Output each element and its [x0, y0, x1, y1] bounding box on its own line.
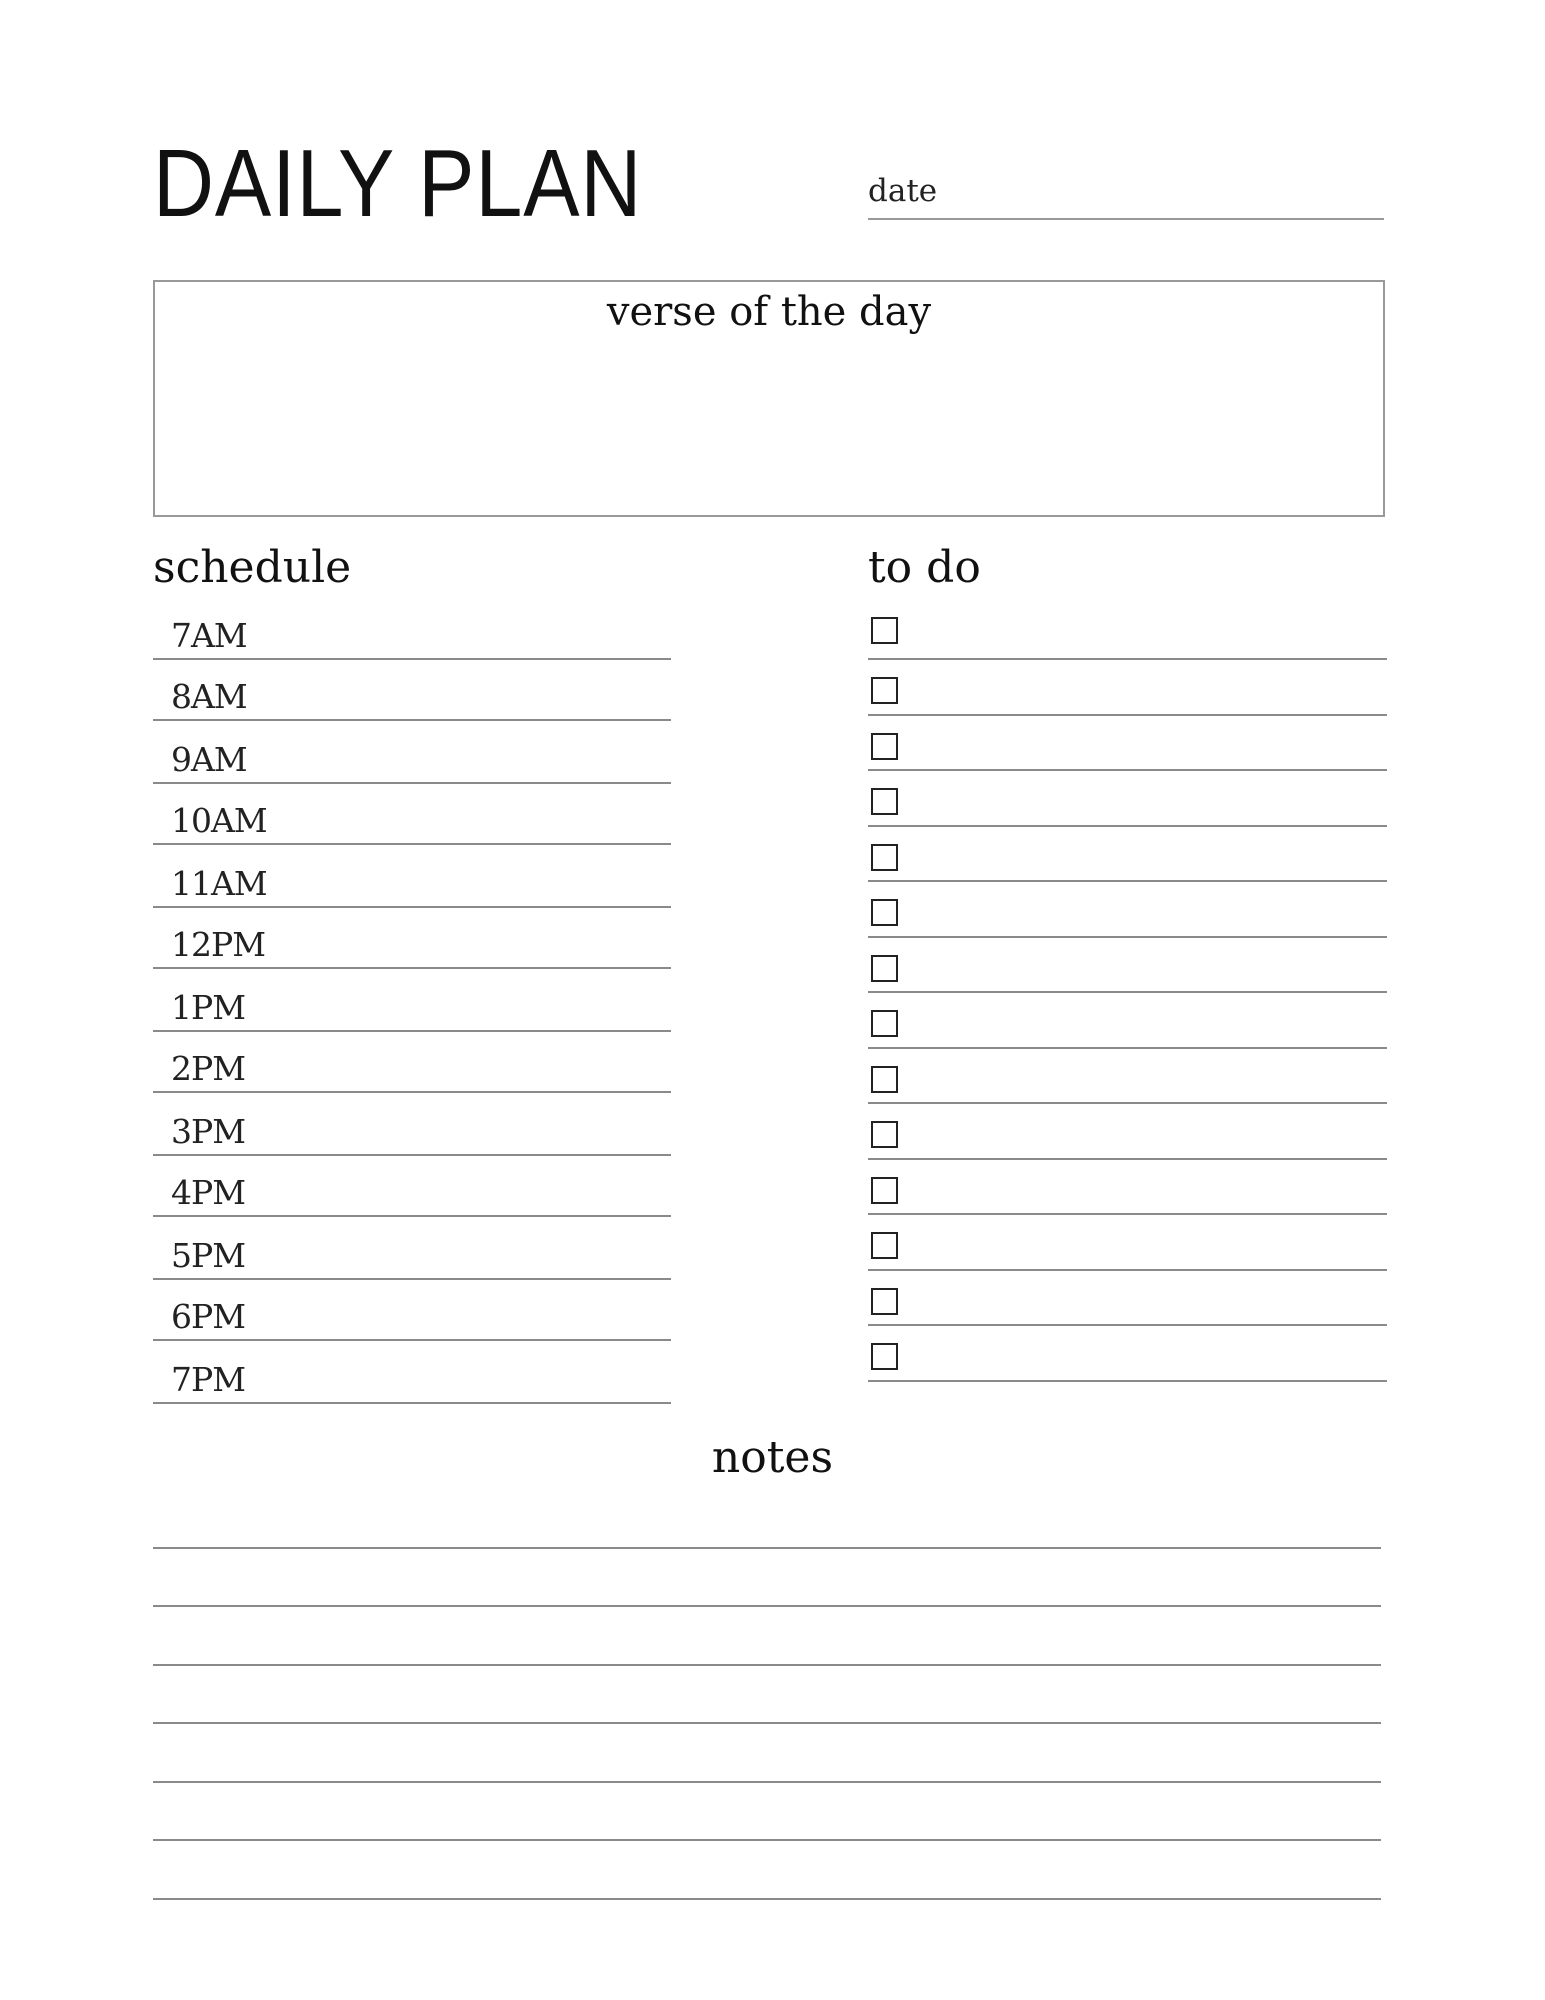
- notes-line[interactable]: [153, 1666, 1381, 1725]
- todo-item[interactable]: [868, 827, 1387, 883]
- schedule-row[interactable]: [153, 969, 671, 1032]
- schedule-time-label: 5PM: [171, 1236, 245, 1275]
- schedule-row[interactable]: [153, 721, 671, 784]
- schedule-row[interactable]: [153, 1217, 671, 1280]
- schedule-time-label: 8AM: [171, 677, 247, 716]
- todo-list: [868, 611, 1387, 1382]
- schedule-time-label: 11AM: [171, 864, 267, 903]
- schedule-time-label: 4PM: [171, 1173, 245, 1212]
- page-title: DAILY PLAN: [153, 130, 643, 237]
- schedule-row[interactable]: [153, 908, 671, 969]
- schedule-time-label: 9AM: [171, 740, 247, 779]
- schedule-list: [153, 611, 671, 1404]
- todo-checkbox[interactable]: [871, 617, 898, 644]
- schedule-time-label: 3PM: [171, 1112, 245, 1151]
- schedule-time-label: 10AM: [171, 801, 267, 840]
- notes-line[interactable]: [153, 1783, 1381, 1842]
- schedule-heading: schedule: [153, 542, 352, 593]
- todo-item[interactable]: [868, 1271, 1387, 1327]
- schedule-row[interactable]: [153, 845, 671, 908]
- todo-checkbox[interactable]: [871, 899, 898, 926]
- schedule-time-label: 1PM: [171, 988, 245, 1027]
- todo-item[interactable]: [868, 938, 1387, 994]
- schedule-row[interactable]: [153, 1156, 671, 1217]
- notes-heading: notes: [711, 1432, 834, 1483]
- todo-item[interactable]: [868, 1049, 1387, 1105]
- notes-line[interactable]: [153, 1841, 1381, 1900]
- todo-checkbox[interactable]: [871, 844, 898, 871]
- notes-line[interactable]: [153, 1724, 1381, 1783]
- todo-checkbox[interactable]: [871, 733, 898, 760]
- date-field[interactable]: [868, 218, 1384, 220]
- todo-checkbox[interactable]: [871, 1010, 898, 1037]
- todo-checkbox[interactable]: [871, 1288, 898, 1315]
- todo-item[interactable]: [868, 660, 1387, 716]
- schedule-time-label: 12PM: [171, 925, 265, 964]
- notes-line[interactable]: [153, 1490, 1381, 1549]
- todo-checkbox[interactable]: [871, 1066, 898, 1093]
- todo-checkbox[interactable]: [871, 1121, 898, 1148]
- schedule-row[interactable]: [153, 1280, 671, 1341]
- todo-item[interactable]: [868, 882, 1387, 938]
- schedule-time-label: 7AM: [171, 616, 247, 655]
- todo-checkbox[interactable]: [871, 1232, 898, 1259]
- schedule-time-label: 7PM: [171, 1360, 245, 1399]
- todo-item[interactable]: [868, 1326, 1387, 1382]
- todo-item[interactable]: [868, 716, 1387, 772]
- schedule-row[interactable]: [153, 1032, 671, 1093]
- todo-checkbox[interactable]: [871, 1343, 898, 1370]
- todo-heading: to do: [868, 542, 981, 593]
- todo-item[interactable]: [868, 1215, 1387, 1271]
- notes-line[interactable]: [153, 1607, 1381, 1666]
- schedule-row[interactable]: [153, 1341, 671, 1404]
- verse-title: verse of the day: [606, 289, 932, 335]
- verse-of-the-day-box[interactable]: [153, 280, 1385, 517]
- todo-item[interactable]: [868, 1104, 1387, 1160]
- notes-area: [153, 1490, 1381, 1900]
- todo-item[interactable]: [868, 993, 1387, 1049]
- schedule-row[interactable]: [153, 1093, 671, 1156]
- schedule-row[interactable]: [153, 660, 671, 721]
- notes-line[interactable]: [153, 1549, 1381, 1608]
- todo-item[interactable]: [868, 771, 1387, 827]
- schedule-time-label: 2PM: [171, 1049, 245, 1088]
- todo-checkbox[interactable]: [871, 788, 898, 815]
- todo-checkbox[interactable]: [871, 955, 898, 982]
- schedule-time-label: 6PM: [171, 1297, 245, 1336]
- date-label: date: [868, 173, 938, 209]
- schedule-row[interactable]: [153, 784, 671, 845]
- todo-checkbox[interactable]: [871, 677, 898, 704]
- todo-checkbox[interactable]: [871, 1177, 898, 1204]
- todo-item[interactable]: [868, 1160, 1387, 1216]
- schedule-row[interactable]: [153, 611, 671, 660]
- todo-item[interactable]: [868, 611, 1387, 660]
